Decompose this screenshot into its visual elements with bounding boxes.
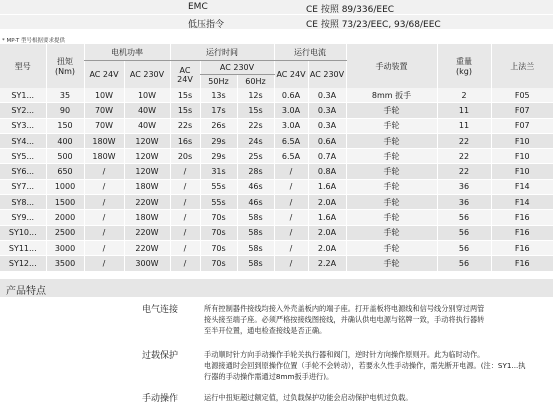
- feature-line: 行器的手动操作需通过8mm扳手进行)。: [204, 372, 334, 381]
- cell-current-ac230: 0.3A: [308, 88, 346, 103]
- cell-manual: 手轮: [346, 210, 437, 225]
- cell-model: SY12...: [0, 256, 46, 271]
- cell-flange: F10: [491, 164, 553, 179]
- cell-power-ac24: /: [84, 225, 124, 240]
- feature-text: [204, 303, 548, 336]
- cell-torque: 400: [46, 133, 84, 148]
- cell-time-50hz: 55s: [200, 179, 237, 194]
- cell-flange: F16: [491, 225, 553, 240]
- header-current-ac230: AC 230V: [308, 61, 346, 89]
- cell-power-ac24: /: [84, 210, 124, 225]
- cell-model: SY7...: [0, 179, 46, 194]
- cell-current-ac230: 1.6A: [308, 210, 346, 225]
- cell-torque: 3000: [46, 240, 84, 255]
- cell-current-ac230: 1.6A: [308, 179, 346, 194]
- cell-power-ac24: 180W: [84, 133, 124, 148]
- header-power-ac230: AC 230V: [124, 61, 170, 89]
- cell-power-ac230: 180W: [124, 179, 170, 194]
- cell-power-ac230: 220W: [124, 225, 170, 240]
- cell-time-ac24: 15s: [170, 103, 200, 118]
- feature-label: 手动操作: [142, 394, 179, 404]
- cell-model: SY4...: [0, 133, 46, 148]
- cell-time-50hz: 26s: [200, 118, 237, 133]
- cell-time-ac24: /: [170, 240, 200, 255]
- cell-current-ac230: 0.3A: [308, 118, 346, 133]
- cell-current-ac230: 2.0A: [308, 240, 346, 255]
- cell-manual: 8mm 扳手: [346, 88, 437, 103]
- cell-power-ac24: /: [84, 179, 124, 194]
- cell-time-60hz: 25s: [237, 149, 274, 164]
- cell-time-50hz: 13s: [200, 88, 237, 103]
- cell-power-ac24: /: [84, 195, 124, 210]
- cell-manual: 手轮: [346, 256, 437, 271]
- feature-line: 电源接通时会回到原操作位置（手轮不会转动），若要永久性手动操作，需先断开电源。(注：SY1...执: [204, 361, 526, 370]
- cell-time-ac24: /: [170, 225, 200, 240]
- table-row: [0, 195, 553, 210]
- header-time-60hz: 60Hz: [237, 75, 274, 89]
- cell-time-60hz: 15s: [237, 103, 274, 118]
- cell-flange: F14: [491, 195, 553, 210]
- cell-current-ac24: /: [274, 195, 308, 210]
- cell-current-ac24: 0.6A: [274, 88, 308, 103]
- cell-power-ac230: 180W: [124, 210, 170, 225]
- cell-torque: 150: [46, 118, 84, 133]
- cell-current-ac24: /: [274, 240, 308, 255]
- cell-time-50hz: 55s: [200, 195, 237, 210]
- cell-flange: F16: [491, 210, 553, 225]
- cell-time-60hz: 24s: [237, 133, 274, 148]
- section-title: 产品特点: [6, 286, 46, 297]
- cell-torque: 1500: [46, 195, 84, 210]
- cell-weight: 22: [437, 164, 491, 179]
- cell-current-ac230: 0.8A: [308, 164, 346, 179]
- cell-current-ac24: /: [274, 210, 308, 225]
- cell-time-ac24: 16s: [170, 133, 200, 148]
- cell-model: SY3...: [0, 118, 46, 133]
- cell-manual: 手轮: [346, 240, 437, 255]
- cell-model: SY1...: [0, 88, 46, 103]
- cell-power-ac230: 40W: [124, 118, 170, 133]
- cell-manual: 手轮: [346, 118, 437, 133]
- feature-label: 电气连接: [142, 305, 179, 315]
- cell-power-ac230: 120W: [124, 149, 170, 164]
- standard-name: 低压指令: [188, 20, 225, 30]
- table-row: [0, 118, 553, 133]
- cell-model: SY11...: [0, 240, 46, 255]
- cell-flange: F16: [491, 256, 553, 271]
- header-time-ac24-line2: 24V: [177, 74, 193, 84]
- cell-torque: 650: [46, 164, 84, 179]
- cell-time-50hz: 70s: [200, 225, 237, 240]
- cell-power-ac230: 300W: [124, 256, 170, 271]
- feature-label: 过载保护: [142, 351, 179, 361]
- cell-time-60hz: 46s: [237, 179, 274, 194]
- cell-time-60hz: 28s: [237, 164, 274, 179]
- cell-time-50hz: 70s: [200, 256, 237, 271]
- header-time-ac230: AC 230V: [200, 61, 274, 75]
- header-time-50hz: 50Hz: [200, 75, 237, 89]
- header-torque-label: 扭矩: [57, 57, 73, 66]
- header-weight-unit: (kg): [456, 67, 472, 76]
- cell-time-60hz: 58s: [237, 225, 274, 240]
- standard-value: CE 按照 89/336/EEC: [306, 5, 395, 15]
- cell-current-ac230: 0.7A: [308, 149, 346, 164]
- table-row: [0, 179, 553, 194]
- table-row: [0, 210, 553, 225]
- cell-weight: 36: [437, 179, 491, 194]
- cell-time-50hz: 17s: [200, 103, 237, 118]
- cell-time-50hz: 70s: [200, 240, 237, 255]
- cell-flange: F10: [491, 149, 553, 164]
- header-weight: [437, 44, 491, 88]
- cell-power-ac24: 70W: [84, 103, 124, 118]
- cell-manual: 手轮: [346, 103, 437, 118]
- cell-current-ac24: 3.0A: [274, 118, 308, 133]
- table-row: [0, 164, 553, 179]
- cell-time-ac24: 15s: [170, 88, 200, 103]
- cell-weight: 56: [437, 210, 491, 225]
- cell-power-ac230: 10W: [124, 88, 170, 103]
- cell-torque: 3500: [46, 256, 84, 271]
- footnote: * MP-T 型号根据要求提供: [2, 38, 66, 44]
- cell-time-50hz: 70s: [200, 210, 237, 225]
- cell-torque: 1000: [46, 179, 84, 194]
- standard-row-lowvoltage: [0, 15, 553, 29]
- cell-power-ac24: 10W: [84, 88, 124, 103]
- table-row: [0, 88, 553, 103]
- cell-current-ac24: 6.5A: [274, 133, 308, 148]
- cell-power-ac24: 180W: [84, 149, 124, 164]
- cell-current-ac24: 6.5A: [274, 149, 308, 164]
- cell-flange: F05: [491, 88, 553, 103]
- standard-row-emc: [0, 0, 553, 14]
- cell-current-ac230: 2.0A: [308, 225, 346, 240]
- feature-line: 所有控制器件接线均接入外壳盖板内的端子座。打开盖板将电源线和信号线分别穿过两管: [204, 304, 485, 313]
- feature-line: 接头接至端子座。必须严格按接线图接线，并确认供电电源与铭牌一致，手动将执行器转: [204, 315, 485, 324]
- feature-line: 运行中扭矩超过额定值，过负载保护功能会启动保护电机过负载。: [204, 393, 413, 402]
- header-run-current: 运行电流: [274, 44, 346, 61]
- cell-flange: F10: [491, 133, 553, 148]
- table-row: [0, 133, 553, 148]
- cell-manual: 手轮: [346, 133, 437, 148]
- header-model: 型号: [0, 44, 46, 88]
- cell-time-50hz: 31s: [200, 164, 237, 179]
- cell-time-60hz: 58s: [237, 256, 274, 271]
- cell-time-ac24: /: [170, 195, 200, 210]
- feature-line: 至半开位置，通电检查接线是否正确。: [204, 326, 327, 335]
- cell-time-ac24: /: [170, 179, 200, 194]
- cell-power-ac230: 120W: [124, 164, 170, 179]
- cell-flange: F14: [491, 179, 553, 194]
- table-row: [0, 103, 553, 118]
- cell-weight: 56: [437, 225, 491, 240]
- header-torque-unit: (Nm): [54, 67, 76, 76]
- cell-time-ac24: /: [170, 210, 200, 225]
- cell-torque: 90: [46, 103, 84, 118]
- header-power-ac24: AC 24V: [84, 61, 124, 89]
- cell-power-ac230: 40W: [124, 103, 170, 118]
- cell-manual: 手轮: [346, 164, 437, 179]
- cell-manual: 手轮: [346, 149, 437, 164]
- cell-weight: 22: [437, 149, 491, 164]
- cell-current-ac230: 0.3A: [308, 103, 346, 118]
- cell-manual: 手轮: [346, 225, 437, 240]
- cell-time-ac24: 22s: [170, 118, 200, 133]
- standard-name: EMC: [188, 2, 208, 12]
- cell-current-ac24: 3.0A: [274, 103, 308, 118]
- cell-model: SY2...: [0, 103, 46, 118]
- cell-power-ac24: /: [84, 240, 124, 255]
- feature-line: 手动顺时针方向手动操作手轮关执行器和阀门，逆时针方向操作原则开。此为临时动作。: [204, 350, 485, 359]
- spec-table: [0, 44, 553, 272]
- feature-text: [204, 349, 548, 382]
- cell-flange: F07: [491, 118, 553, 133]
- cell-time-60hz: 22s: [237, 118, 274, 133]
- cell-weight: 11: [437, 103, 491, 118]
- header-torque: [46, 44, 84, 88]
- cell-flange: F16: [491, 240, 553, 255]
- cell-power-ac230: 220W: [124, 195, 170, 210]
- table-row: [0, 256, 553, 271]
- cell-power-ac230: 220W: [124, 240, 170, 255]
- cell-torque: 500: [46, 149, 84, 164]
- cell-manual: 手轮: [346, 195, 437, 210]
- table-row: [0, 149, 553, 164]
- cell-time-50hz: 29s: [200, 149, 237, 164]
- cell-time-60hz: 58s: [237, 240, 274, 255]
- spec-table-header: [0, 44, 553, 88]
- header-time-ac24-line1: AC: [179, 65, 191, 75]
- cell-current-ac230: 2.2A: [308, 256, 346, 271]
- cell-weight: 2: [437, 88, 491, 103]
- cell-weight: 11: [437, 118, 491, 133]
- cell-weight: 36: [437, 195, 491, 210]
- cell-model: SY9...: [0, 210, 46, 225]
- cell-model: SY10...: [0, 225, 46, 240]
- header-time-ac24: [170, 61, 200, 89]
- cell-current-ac24: /: [274, 164, 308, 179]
- cell-torque: 35: [46, 88, 84, 103]
- cell-time-60hz: 58s: [237, 210, 274, 225]
- cell-manual: 手轮: [346, 179, 437, 194]
- cell-model: SY5...: [0, 149, 46, 164]
- cell-model: SY8...: [0, 195, 46, 210]
- table-row: [0, 240, 553, 255]
- cell-time-ac24: /: [170, 164, 200, 179]
- table-row: [0, 225, 553, 240]
- cell-torque: 2500: [46, 225, 84, 240]
- feature-text: [204, 392, 548, 403]
- header-flange: 上法兰: [491, 44, 553, 88]
- header-motor-power: 电机功率: [84, 44, 170, 61]
- cell-current-ac24: /: [274, 256, 308, 271]
- cell-weight: 56: [437, 240, 491, 255]
- cell-current-ac230: 2.0A: [308, 195, 346, 210]
- header-manual: 手动装置: [346, 44, 437, 88]
- cell-power-ac230: 120W: [124, 133, 170, 148]
- cell-time-ac24: 20s: [170, 149, 200, 164]
- header-current-ac24: AC 24V: [274, 61, 308, 89]
- cell-time-50hz: 29s: [200, 133, 237, 148]
- cell-weight: 22: [437, 133, 491, 148]
- cell-power-ac24: 70W: [84, 118, 124, 133]
- cell-current-ac230: 0.6A: [308, 133, 346, 148]
- section-header: [0, 279, 553, 297]
- cell-power-ac24: /: [84, 164, 124, 179]
- cell-current-ac24: /: [274, 225, 308, 240]
- cell-flange: F07: [491, 103, 553, 118]
- cell-weight: 56: [437, 256, 491, 271]
- cell-torque: 2000: [46, 210, 84, 225]
- cell-current-ac24: /: [274, 179, 308, 194]
- spec-table-body: [0, 88, 553, 271]
- cell-time-ac24: /: [170, 256, 200, 271]
- cell-time-60hz: 46s: [237, 195, 274, 210]
- standard-value: CE 按照 73/23/EEC, 93/68/EEC: [306, 20, 441, 30]
- cell-power-ac24: /: [84, 256, 124, 271]
- cell-time-60hz: 12s: [237, 88, 274, 103]
- header-weight-label: 重量: [456, 57, 472, 66]
- header-run-time: 运行时间: [170, 44, 274, 61]
- cell-model: SY6...: [0, 164, 46, 179]
